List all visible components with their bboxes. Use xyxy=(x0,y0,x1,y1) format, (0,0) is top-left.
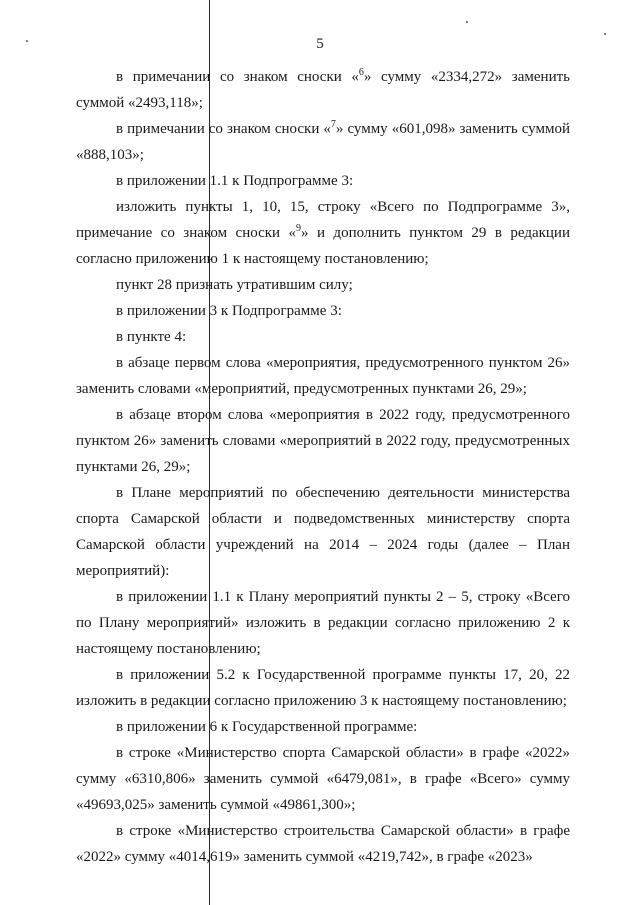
paragraph: в приложении 6 к Государственной программе: xyxy=(116,719,418,735)
paragraph: в примечании со знаком сноски «$^7$» сумму «601,098» заменить суммой «888,103»; xyxy=(76,119,570,163)
paragraph: изложить пункты 1, 10, 15, строку «Всего по Подпрограмме 3», примечание со знаком сноски «$^9$» и дополнить пунктом 29 в редакции согласно приложению 1 к настоящему постановлению; xyxy=(76,199,570,267)
paragraph: в пункте 4: xyxy=(116,329,187,345)
paragraph: в приложении 1.1 к Плану мероприятий пункты 2 – 5, строку «Всего по Плану мероприятий» изложить в редакции согласно приложению 2 к настоящему постановлению; xyxy=(76,589,570,657)
paragraph: в Плане мероприятий по обеспечению деятельности министерства спорта Самарской области и подведомственных министерству спорта Самарской области учреждений на 2014 – 2024 годы (далее – План мероприятий): xyxy=(76,485,570,579)
paragraph: в приложении 1.1 к Подпрограмме 3: xyxy=(116,173,354,189)
scan-speck xyxy=(466,21,468,23)
paragraph: в абзаце втором слова «мероприятия в 2022 году, предусмотренного пунктом 26» заменить словами «мероприятий в 2022 году, предусмотренных пунктами 26, 29»; xyxy=(76,407,570,475)
paragraph: пункт 28 признать утратившим силу; xyxy=(116,277,353,293)
paragraph: в абзаце первом слова «мероприятия, предусмотренного пунктом 26» заменить словами «мероприятий, предусмотренных пунктами 26, 29»; xyxy=(76,355,570,397)
scan-speck xyxy=(604,33,606,35)
page-number: 5 xyxy=(316,36,324,52)
paragraph: в строке «Министерство строительства Самарской области» в графе «2022» сумму «4014,619» заменить суммой «4219,742», в графе «2023» xyxy=(76,823,570,865)
paragraph: в строке «Министерство спорта Самарской области» в графе «2022» сумму «6310,806» заменить суммой «6479,081», в графе «Всего» сумму «49693,025» заменить суммой «49861,300»; xyxy=(76,745,570,813)
paragraph: в приложении 3 к Подпрограмме 3: xyxy=(116,303,342,319)
paragraph: в приложении 5.2 к Государственной программе пункты 17, 20, 22 изложить в редакции согласно приложению 3 к настоящему постановлению; xyxy=(76,667,570,709)
paragraph: в примечании со знаком сноски «$^6$» сумму «2334,272» заменить суммой «2493,118»; xyxy=(76,67,570,111)
document-body xyxy=(76,64,570,870)
